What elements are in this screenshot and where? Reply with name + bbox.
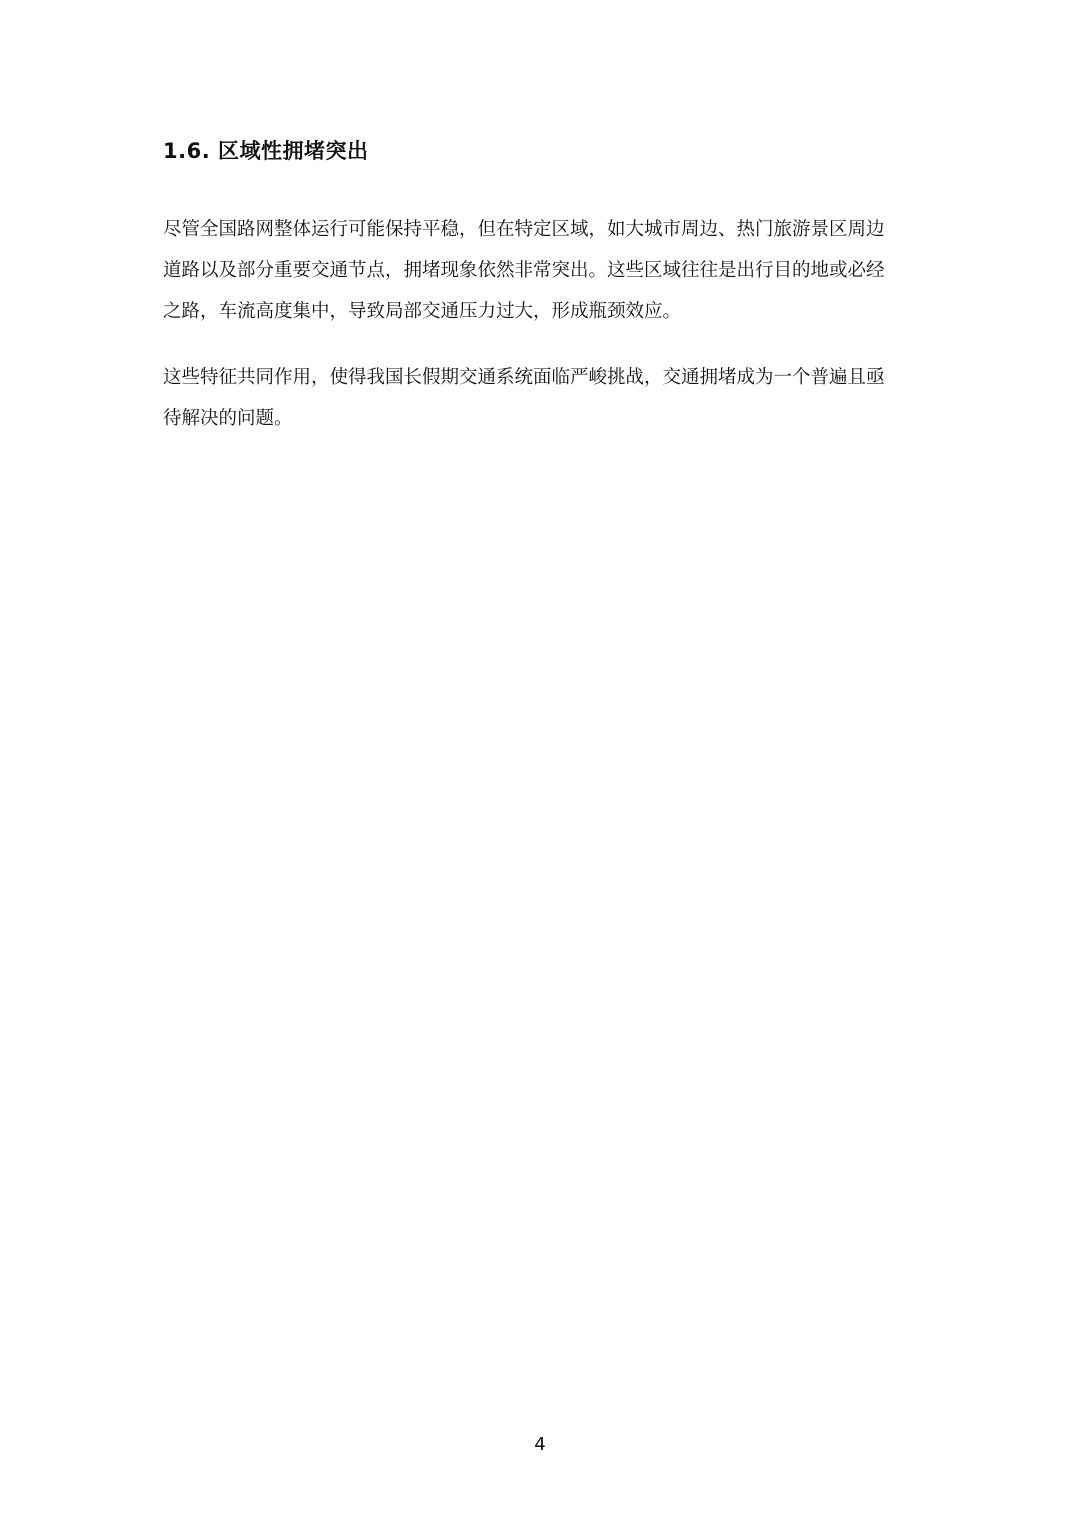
paragraph-line: 待解决的问题。	[163, 408, 293, 429]
paragraph-line: 尽管全国路网整体运行可能保持平稳，但在特定区域，如大城市周边、热门旅游景区周边	[163, 219, 885, 240]
page-number: 4	[534, 1434, 546, 1455]
paragraph-conclusion	[163, 357, 923, 439]
paragraph-regional-congestion	[163, 209, 923, 332]
paragraph-line: 道路以及部分重要交通节点，拥堵现象依然非常突出。这些区域往往是出行目的地或必经	[163, 260, 885, 281]
paragraph-line: 这些特征共同作用，使得我国长假期交通系统面临严峻挑战，交通拥堵成为一个普遍且亟	[163, 367, 885, 388]
section-heading: 1.6. 区域性拥堵突出	[163, 139, 369, 163]
paragraph-line: 之路，车流高度集中，导致局部交通压力过大，形成瓶颈效应。	[163, 301, 682, 322]
